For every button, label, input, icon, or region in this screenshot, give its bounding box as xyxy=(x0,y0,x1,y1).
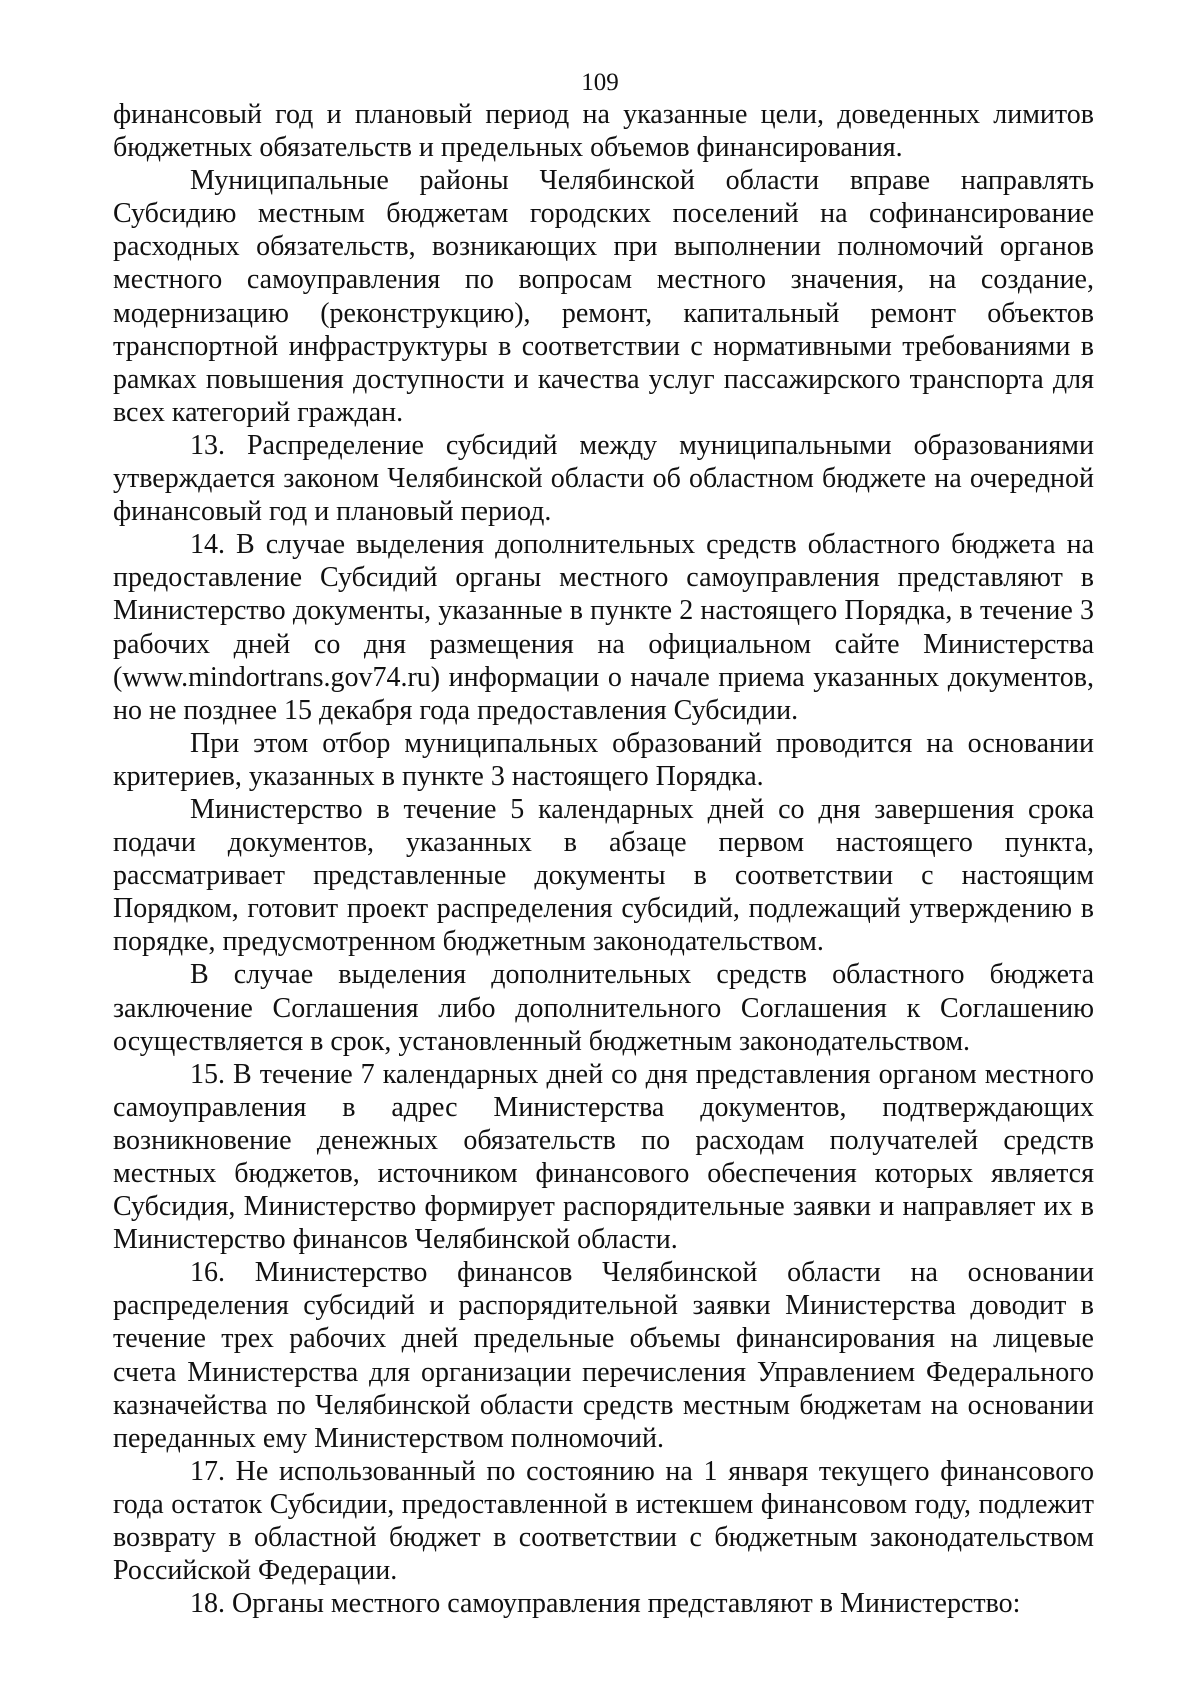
paragraph-agreement: В случае выделения дополнительных средств областного бюджета заключение Соглашения либо дополнительного Соглашения к Соглашению осуществляется в срок, установленный бюджетным законодательством. xyxy=(113,959,1094,1057)
paragraph-16: 16. Министерство финансов Челябинской области на основании распределения субсидий и распорядительной заявки Министерства доводит в течение трех рабочих дней предельные объемы финансирования на лицевые счета Министерства для организации перечисления Управлением Федерального казначейства по Челябинской области средств местным бюджетам на основании переданных ему Министерством полномочий. xyxy=(113,1257,1094,1454)
paragraph-selection-criteria: При этом отбор муниципальных образований проводится на основании критериев, указанных в пункте 3 настоящего Порядка. xyxy=(113,727,1094,792)
document-body xyxy=(113,98,1094,1620)
paragraph-municipal-districts: Муниципальные районы Челябинской области вправе направлять Субсидию местным бюджетам городских поселений на софинансирование расходных обязательств, возникающих при выполнении полномочий органов местного самоуправления по вопросам местного значения, на создание, модернизацию (реконструкцию), ремонт, капитальный ремонт объектов транспортной инфраструктуры в соответствии с нормативными требованиями в рамках повышения доступности и качества услуг пассажирского транспорта для всех категорий граждан. xyxy=(113,165,1094,428)
paragraph-17: 17. Не использованный по состоянию на 1 января текущего финансового года остаток Субсидии, предоставленной в истекшем финансовом году, подлежит возврату в областной бюджет в соответствии с бюджетным законодательством Российской Федерации. xyxy=(113,1455,1094,1587)
paragraph-18: 18. Органы местного самоуправления представляют в Министерство: xyxy=(190,1588,1021,1620)
page-number: 109 xyxy=(581,69,619,96)
paragraph-ministry-review: Министерство в течение 5 календарных дней со дня завершения срока подачи документов, указанных в абзаце первом настоящего пункта, рассматривает представленные документы в соответствии с настоящим Порядком, готовит проект распределения субсидий, подлежащий утверждению в порядке, предусмотренном бюджетным законодательством. xyxy=(113,793,1094,958)
paragraph-13: 13. Распределение субсидий между муниципальными образованиями утверждается законом Челябинской области об областном бюджете на очередной финансовый год и плановый период. xyxy=(113,429,1094,528)
paragraph-14: 14. В случае выделения дополнительных средств областного бюджета на предоставление Субсидий органы местного самоуправления представляют в Министерство документы, указанные в пункте 2 настоящего Порядка, в течение 3 рабочих дней со дня размещения на официальном сайте Министерства (www.mindortrans.gov74.ru) информации о начале приема указанных документов, но не позднее 15 декабря года предоставления Субсидии. xyxy=(113,529,1094,726)
paragraph-15: 15. В течение 7 календарных дней со дня представления органом местного самоуправления в адрес Министерства документов, подтверждающих возникновение денежных обязательств по расходам получателей средств местных бюджетов, источником финансового обеспечения которых является Субсидия, Министерство формирует распорядительные заявки и направляет их в Министерство финансов Челябинской области. xyxy=(113,1058,1094,1256)
paragraph-continuation: финансовый год и плановый период на указанные цели, доведенных лимитов бюджетных обязательств и предельных объемов финансирования. xyxy=(113,99,1094,164)
